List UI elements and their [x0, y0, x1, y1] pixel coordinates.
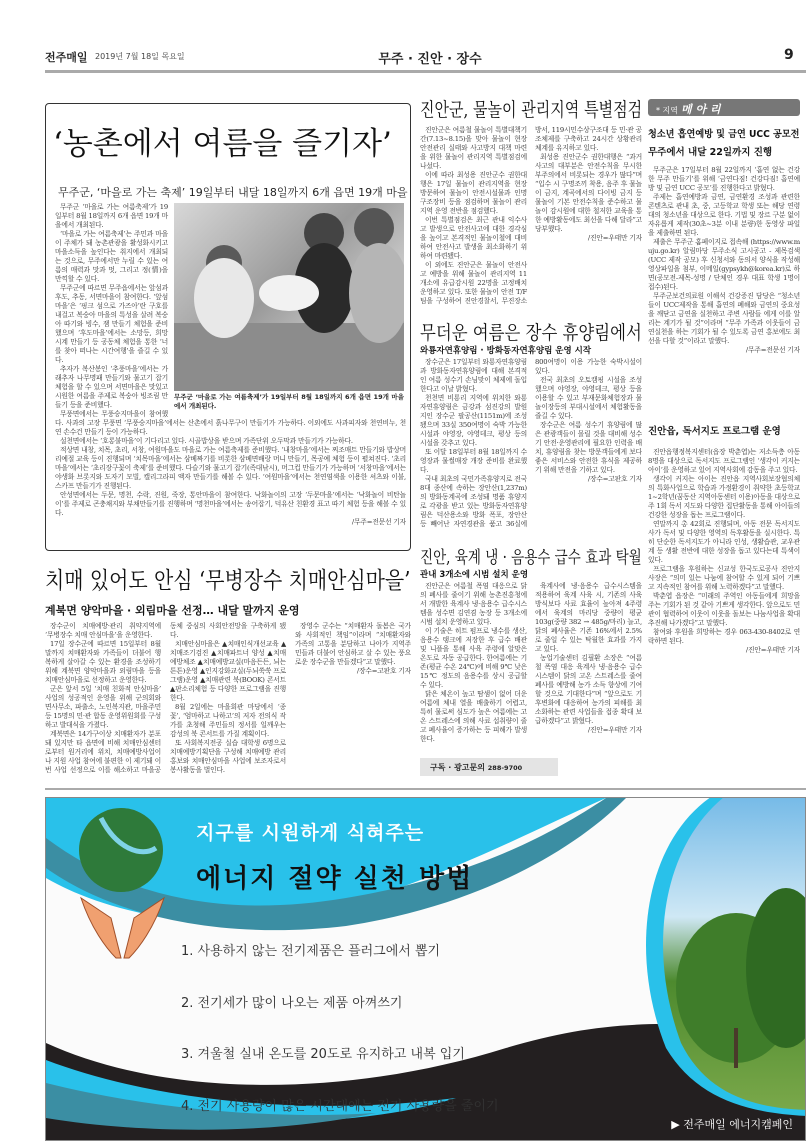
- paragraph: 진안군은 여름철 폭염 대응으로 닭의 폐사를 줄이기 위해 농촌진흥청에서 개발한 육계사 냉·음용수 급수시스템을 성수면 김연겸 농장 등 3개소에 시범 설치 운영하고 있다.: [420, 582, 527, 626]
- paragraph: 박춘엽 읍장은 “미래의 주역인 아동들에게 희망을 주는 기회가 된 것 같아 기쁘게 생각한다. 앞으로도 민관이 협력하여 이웃이 이웃을 돌보는 나눔사업을 확대 추진해 나가겠다”고 말했다.: [648, 592, 800, 627]
- paragraph: 안성면에서는 두문, 명천, 수락, 진원, 죽장, 통안마을이 참여한다. 낙화놀이의 고장 ‘두문마을’에서는 ‘낙화놀이 비탄놀이’를 주제로 곤충채지와 부채만들기를 진행하며 ‘명천마을’에서는 송어잡기, 덕유산 친환경 표고 따기 체험 등을 해볼 수 있다.: [55, 491, 406, 517]
- page-number: 9: [784, 47, 794, 63]
- paragraph: 육계사에 냉·음용수 급수시스템을 적용하여 육계 사육 시, 기존의 사육방식보다 사료 효율이 높아져 4주령에서 육계의 마리당 중량이 평균 103g(중량 382 → 485g/마리) 늘고, 닭의 폐사율은 기존 16%에서 2.5%로 줄일 수 있는 탁월한 효과를 가지고 있다.: [535, 582, 642, 653]
- byline: /진안=우태만 기자: [587, 234, 642, 242]
- play-triangle-icon: ▶: [671, 1118, 684, 1131]
- paragraph: 무풍면에서는 무풍승지마을이 참여했다. 사과의 고장 무풍면 ‘무풍승지마을’에서는 산촌에서 흙나무구이 만들기가 가능하다. 이외에도 사과피자와 천연비누, 천연 손수건 만들기 등이 가능하다.: [55, 410, 406, 436]
- byline: /진안=우태만 기자: [745, 646, 800, 654]
- paragraph: 장수군은 17일부터 와룡자연휴양림과 방화동자연휴양림에 대해 본격적인 여름 성수기 손님맞이 체제에 돌입한다고 이날 밝혔다.: [420, 358, 527, 393]
- paragraph: 장수군이 치매예방·관리 취약지역에 ‘무병장수 치매 안심마을’을 운영한다.: [45, 622, 161, 639]
- headline-line2: 무주에서 내달 22일까지 진행: [648, 147, 773, 158]
- photo-caption: 무주군 ‘마을로 가는 여름축제’가 19일부터 8월 18일까지 6개 읍면 19개 마을에서 개최된다.: [174, 393, 404, 410]
- campaign-label: 전주매일 에너지캠페인: [683, 1118, 793, 1131]
- paragraph: 프로그램을 후원하는 신교성 한국도로공사 진안지사장은 “의미 있는 나눔에 참여할 수 있게 되어 기쁘고 지속적인 참여를 위해 노력하겠다”고 말했다.: [648, 565, 800, 591]
- article-body: [45, 622, 411, 784]
- subheadline: 관내 3개소에 시범 설치 운영: [420, 570, 529, 580]
- paragraph: 이번 특별점검은 최근 관내 익수사고 발생으로 안전사고에 대한 경각심을 높이고 본격적인 물놀이철에 대비하여 안전사고 발생을 최소화하기 위하여 마련됐다.: [420, 216, 527, 260]
- paragraph: 장영수 군수는 “치매환자 돌봄은 국가와 사회적인 책임”이라며 “치매환자와 가족의 고통을 분담하고 나아가 지역주민들과 더불어 안심하고 살 수 있는 풍요로운 장수군을 만들겠다”고 말했다.: [295, 622, 411, 666]
- paragraph: 무주군 ‘마을로 가는 여름축제’가 19일부터 8월 18일까지 6개 읍면 19개 마을에서 개최된다.: [55, 203, 168, 229]
- paragraph: 전국 최초의 오토캠핑 시설을 조성했으며 야영장, 야영데크, 평상 등을 이용할 수 있고 부재문화체험장과 물놀이장등의 부대시설에서 체험활동을 즐길 수 있다.: [535, 376, 642, 420]
- energy-campaign-poster: [45, 797, 806, 1141]
- tip-item: 3. 겨울철 실내 온도를 20도로 유지하고 내복 입기: [181, 1047, 465, 1062]
- paragraph: 이 기술은 히트 펌프로 냉수를 생산, 음용수 탱크에 저장한 후 급수 배관 및 니플을 통해 사육 주령에 알맞은 온도로 자동 공급한다. 한여름에는 기존(평균 수온 24℃)에 비해 9℃ 낮은 15℃ 정도의 음용수를 상시 공급할 수 있다.: [420, 627, 527, 689]
- sidebar-article-body: [648, 166, 800, 418]
- poster-background: [46, 798, 806, 1141]
- header-rule: [45, 70, 806, 73]
- byline: /무주=전문선 기자: [745, 346, 800, 354]
- paragraph: 생각이 커지는 아이는 진안읍 지역사회보장협의체의 특화사업으로 학습과 가정환경이 취약한 초등학교 1~2학년(꿈동산 지역아동센터 이용)아동을 대상으로 주 1회 독서 지도와 다양한 집단활동을 통해 아이들의 건강한 성장을 돕는 프로그램이다.: [648, 475, 800, 519]
- festival-photo: [174, 203, 404, 391]
- paragraph: 진안읍행정복지센터(읍장 박춘엽)는 저소득층 아동 8명을 대상으로 독서지도 프로그램인 ‘생각이 커지는 아이’를 운영하고 있어 지역사회에 감동을 주고 있다.: [648, 448, 800, 474]
- poster-title-line1: 지구를 시원하게 식혀주는: [196, 822, 425, 844]
- paragraph: 진안군은 여름철 물놀이 특별대책기간(7.13~8.15)을 맞아 물놀이 현장 안전관리 실태와 사고방지 대책 마련을 위한 물놀이 관리지역 특별점검에 나섰다.: [420, 126, 527, 170]
- poster-title-line2: 에너지 절약 실천 방법: [196, 864, 474, 894]
- paragraph: 추자가 복산봉인 ‘추풍마을’에서는 가래추자 나무명패 만들기와 물고기 잡기 체험을 할 수 있으며 서면마을은 맛있고 시원한 여름을 주제로 복숭아 빙조림 만들기 등을 준비했다.: [55, 365, 168, 409]
- article-body: [420, 358, 642, 538]
- section-title: 무주 · 진안 · 장수: [378, 52, 482, 67]
- issue-date: 2019년 7월 18일 목요일: [95, 52, 185, 61]
- byline: /장수=고판호 기자: [356, 667, 411, 675]
- subscription-ad: [420, 758, 558, 776]
- paragraph: 군은 앞서 5일 ‘치매 친화적 안심마을’ 사업의 성공적인 운영을 위해 군의회와 면사무소, 파출소, 노인복지관, 마을주민 등 15명의 민·관 합동 운영위원회를 구성하고 발대식을 가졌다.: [45, 685, 161, 729]
- subheadline: 와룡자연휴양림 · 방화동자연휴양림 운영 시작: [420, 346, 592, 356]
- newspaper-name: 전주매일: [45, 51, 88, 64]
- paragraph: 장수군은 여름 성수기 휴양림에 많은 관광객들이 몰릴 것을 대비해 성수기 안전·운영관리에 필요한 인력을 배치, 휴양림을 찾는 방문객들에게 보다 좋은 서비스와 안전한 휴식을 제공하기 위해 만전을 기하고 있다.: [535, 421, 642, 474]
- paragraph: 천천면 비룡리 지역에 위치한 와룡자연휴양림은 금강과 섬진강의 발원지인 장수군 팔공산(1151m)에 조성됐으며 33실 350여명이 숙박 가능한 시설과 야영장, 야영데크, 평상 등의 시설을 갖추고 있다.: [420, 394, 527, 447]
- tip-item: 4. 전기 사용량이 많은 시간대에는 전기 사용량을 줄이기: [181, 1099, 499, 1114]
- ad-label: 구독 · 광고문의: [430, 763, 485, 772]
- photo-block: [174, 203, 406, 415]
- headline: 진안, 육계 냉 · 음용수 급수 효과 탁월: [420, 548, 642, 568]
- sidebar-headline: [648, 126, 800, 162]
- regional-echo-banner: * 지역 메 아 리: [648, 99, 800, 116]
- paragraph: 무주군에 따르면 무주읍에서는 앞섬과 후도, 추동, 서면마을이 참여한다. ‘앞섬마을’은 ‘핑크 섬으로 가즈아’란 구호를 내걸고 복숭아 마을의 특성을 살려 복숭아 따기와 빙수, 잼 만들기 체험을 준비했으며 ‘후도마을’에서는 소망등, 희망시계 만들기 등 공동체 체험을 통한 ‘너를 찾아 떠나는 시간여행’을 즐길 수 있다.: [55, 284, 168, 364]
- paragraph: 적상면 내창, 치목, 초리, 서창, 여원마을도 마을로 가는 여름축제를 준비했다. ‘내창마을’에서는 찌조매트 만들기와 밥상머리예절 교육 등이 진행되며 ‘치목마을’에서는 삼베짜기를 비롯한 삼베면배랑 머니 만들기, 목공예 체험 등이 펼쳐진다. ‘초리마을’에서는 ‘초리장구꽃이 축제’를 준비했다. 다슬기와 물고기 잡기(족대낚시), 머그컵 만들기가 가능하며 ‘서창마을’에서는 야생화 브롯지와 도자기 모빌, 캘리그라피 액자 만들기를 해볼 수 있다. ‘여원마을’에서는 천연염색을 이용한 셔츠와 이불, 스카프 만들기가 진행된다.: [55, 446, 406, 490]
- campaign-footer: [671, 1116, 793, 1132]
- paragraph: 국내 최초의 국민가족휴양지로 전국 8대 종산에 속하는 장안산(1,237m)의 방화동계곡에 조성돼 명품 휴양지로 각광을 받고 있는 방화동자연휴양림은 덕산용소와 방화 폭포, 장안산 등 빼어난 자연경관을 품고 36실에 800여명이 이용 가능한 숙박시설이 있다.: [420, 358, 642, 528]
- tip-item: 1. 사용하지 않는 전기제품은 플러그에서 뽑기: [181, 944, 441, 959]
- headline-line1: 청소년 흡연예방 및 금연 UCC 공모전: [648, 129, 800, 140]
- sidebar-headline: 진안읍, 독서지도 프로그램 운영: [648, 426, 781, 437]
- paragraph: 17일 장수군에 따르면 15일부터 8월 말까지 치매환자와 가족들이 더불어 행복하게 살아갈 수 있는 환경을 조성하기 위해 계북면 양악마을과 외림마을 등을 치매안심마을로 선정하고 운영한다.: [45, 640, 161, 684]
- headline: ‘농촌에서 여름을 즐기자’: [53, 126, 392, 162]
- paragraph: 무주군보건의료원 이해석 건강증진 담당은 “청소년들이 UCC제작을 통해 흡연의 폐해와 금연의 중요성을 깨닫고 금연을 실천하고 주변 사람들 에게 이를 알리는 계기가 될 것”이라며 “무주 가족과 이웃들이 금연실천을 하는 기회가 될 수 있도록 금연 홍보에도 최선을 다할 것”이라고 말했다.: [648, 292, 800, 345]
- paragraph: 참여와 후원을 희망하는 경우 063-430-8402로 연락하면 된다.: [648, 628, 800, 645]
- paragraph: 이에 따라 최성용 진안군수 권한대행은 17일 물놀이 관리지역을 현장 방문하여 물놀이 안전시설물과 인명구조장비 등을 점검하며 물놀이 관리지역 운영 전반을 점검했다.: [420, 171, 527, 215]
- byline: /무주=전문선 기자: [351, 518, 406, 526]
- banner-prefix: 지역: [662, 106, 679, 115]
- paragraph: 제출은 무주군 홈페이지로 접속해 (https://www.muju.go.kr) 알림마당 무주소식 고시공고 - 제목검색(UCC 제작 공모) 후 신청서와 동의서 양식을 작성해 영상파일을 첨부, 이메일(gypsykh@korea.kr)로 하면(공모전-제목-성명 / 단체인 경우 대표 학생 1명이 접수)된다.: [648, 238, 800, 291]
- paragraph: 설천면에서는 ‘호롱불마을’이 기다리고 있다. 시골밥상을 받으며 가족단위 오두막과 만들기가 가능하다.: [60, 437, 353, 445]
- article-body: [55, 203, 406, 549]
- paragraph: ‘마을로 가는 여름축제’는 주민과 마을이 주체가 돼 농촌관광을 활성화시키고 마을소득을 높인다는 취지에서 개최되는 것으로, 무주에서만 누릴 수 있는 여름의 매력과 맛과 멋, 그리고 정(情)을 만끽할 수 있다.: [55, 230, 168, 283]
- byline: /장수=고판호 기자: [587, 475, 642, 483]
- headline: 치매 있어도 안심 ‘무병장수 치매안심마을’: [45, 568, 411, 594]
- sidebar-article-body: [648, 448, 800, 780]
- paragraph: 또 사회복지전공 실습 대학생 6명으로 치매예방기획단을 구성해 치매예방 관리 홍보와 치매안심마을 사업에 보조자로서 봉사활동을 벌인다.: [170, 739, 286, 774]
- section-divider: [45, 788, 806, 790]
- subheadline: 계북면 양악마을 · 외림마을 선정… 내달 말까지 운영: [45, 604, 300, 617]
- tip-item: 2. 전기세가 많이 나오는 제품 아껴쓰기: [181, 996, 403, 1011]
- article-body: [420, 126, 642, 314]
- paragraph: 계북면은 14가구이상 치매환자가 분포돼 있지만 타 읍면에 비해 치매안심센터로부터 원거리에 위치, 치매예방사업이나 지원 사업 참여에 불편한 이 제기돼 이번 사업 선정으로 이를 해소하고 마을공동체 중심의 사회안전망을 구축하게 됐다.: [45, 622, 286, 774]
- paragraph: 또 이달 18일부터 8월 18일까지 수영장과 물썰매장 개장 준비를 완료했다.: [420, 448, 527, 474]
- paragraph: 연말까지 총 42회로 진행되며, 아동 전문 독서지도사가 독서 및 다양한 영역의 독후활동을 실시한다. 특히 단순한 독서지도가 아니라 인성, 생활습관, 교우관계 등 생활 전반에 대한 성장을 돕고 있다는데 특색이 있다.: [648, 520, 800, 564]
- paragraph: 무주군은 17일부터 8월 22일까지 ‘흡연 없는 건강한 무주 만들기’를 위해 ‘금연다짐! 건강다짐! 흡연예방 및 금연 UCC 공모’를 진행한다고 밝혔다.: [648, 166, 800, 192]
- byline: /진안=우태만 기자: [587, 726, 642, 734]
- paragraph: 8월 2일에는 마을회관 마당에서 ‘종꽃’, ‘엄마하고 나하고’의 저자 전의식 작가를 초청해 주민들의 정서를 일깨우는 감성의 북 콘서트를 가질 계획이다.: [170, 703, 286, 738]
- ad-phone: 288-9700: [487, 764, 523, 772]
- headline: 무더운 여름은 장수 휴양림에서: [420, 322, 642, 344]
- paragraph: 최성용 진안군수 권한대행은 “과거 사고의 대부분은 안전수칙을 무시한 부주의에서 비롯되는 경우가 많다”며 “입수 시 구명조끼 착용, 음주 후 물놀이 금지, 계곡에서의 다이빙 금지 등 물놀이 기본 안전수칙을 준수하고 물놀이 감시원에 대한 철저한 교육을 통한 예방활동에도 최선을 다해 달라”고 당부했다.: [535, 153, 642, 233]
- paragraph: 농업기술센터 김필환 소장은 “여름철 폭염 대응 육계사 냉·음용수 급수시스템이 닭의 고온 스트레스를 줄여 폐사를 예방해 농가 소득 향상에 기여할 것으로 기대한다”며 “앞으로도 기후변화에 대응하여 농가의 피해를 최소화하는 관련 사업들을 접종 확대 보급하겠다”고 밝혔다.: [535, 654, 642, 725]
- headline: 진안군, 물놀이 관리지역 특별점검: [420, 99, 643, 121]
- subheadline: 무주군, ‘마을로 가는 축제’ 19일부터 내달 18일까지 6개 읍면 19개 마을: [58, 186, 408, 199]
- article-body: [420, 582, 642, 754]
- paragraph: 주제는 흡연예방과 금연, 금연환경 조성과 관련한 콘텐츠로 관내 초, 중, 고등학교 학생 또는 해당 연령대의 청소년을 대상으로 한다. 기법 및 장르 구분 없이 자유롭게 제작(30초~3분 이내 분량)한 동영상 파일을 제출하면 된다.: [648, 193, 800, 237]
- paragraph: 이 외에도 진안군은 물놀이 안전사고 예방을 위해 물놀이 관리지역 11개소에 유급감시원 22명을 고정배치 운영하고 있다. 또한 물놀이 안전 T/F팀을 구성하여 진안경찰서, 무진장소방서, 119시민수상구조대 등 민·관 공조체제를 구축하고 24시간 상황관리 체계를 유지하고 있다.: [420, 126, 642, 305]
- paragraph: 치매안심마을은 ▲치매인식개선교육 ▲치매조기검진 ▲치매파트너 양성 ▲치매예방체조 ▲치매예방교실(마음든든, 뇌는 튼튼)운영 ▲인지강화교실(두뇌쑥쑥 프로그램)운영 ▲치매관련 북(BOOK) 콘서트 ▲판소리체험 등 다양한 프로그램을 진행한다.: [170, 640, 286, 702]
- paragraph: 닭은 체온이 높고 땀샘이 없어 더운 여름에 체내 열을 배출하기 어렵고, 특히 물로써 심도가 높은 여름에는 고온 스트레스에 의해 사료 섭취량이 줄고 폐사율이 증가하는 등 피해가 발생한다.: [420, 690, 527, 743]
- banner-title: 메 아 리: [681, 103, 721, 116]
